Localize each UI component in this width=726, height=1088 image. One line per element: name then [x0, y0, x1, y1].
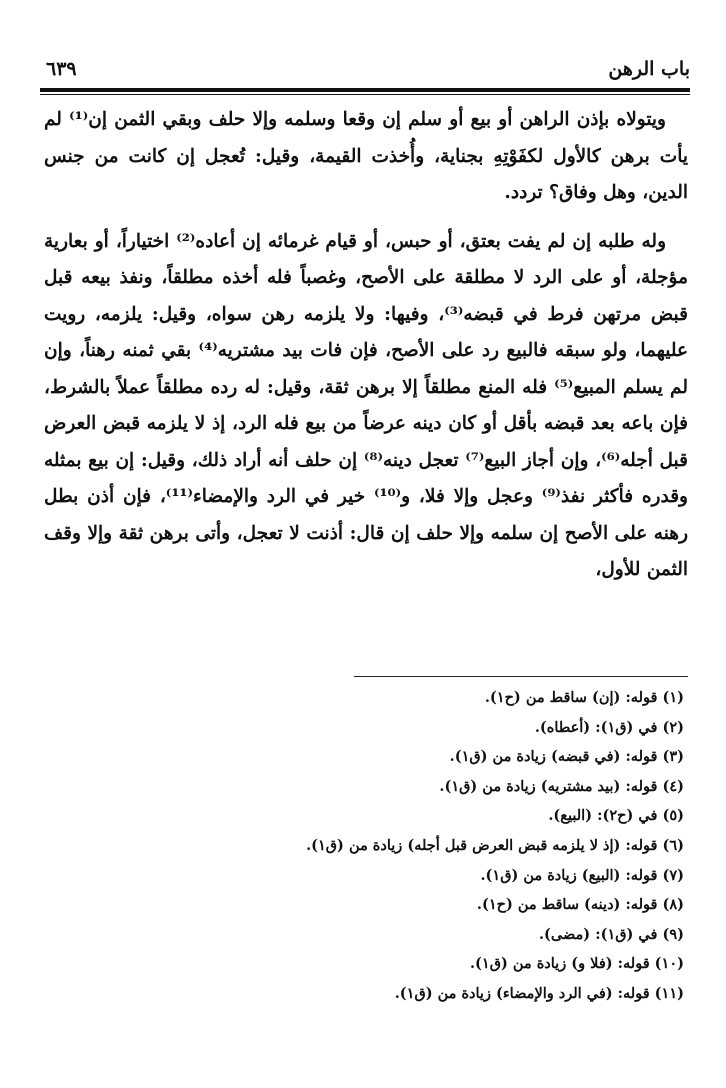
paragraph-1: ويتولاه بإذن الراهن أو بيع أو سلم إن وقعا وسلمه وإلا حلف وبقي الثمن إن⁽¹⁾ لم يأت برهن كالأول لكفَوْتِهِ بجناية، وأُخذت القيمة، وقيل: تُعجل إن كانت من جنس الدين، وهل وفاق؟ تردد. — [44, 109, 688, 203]
footnote-5: (٥) في (ح٢): (البيع). — [548, 807, 684, 825]
running-header — [40, 58, 690, 84]
footnote-9: (٩) في (ق١): (مضى). — [538, 925, 684, 943]
main-text — [44, 102, 688, 589]
chapter-title: باب الرهن — [608, 58, 690, 80]
footnote-7: (٧) قوله: (البيع) زيادة من (ق١). — [480, 866, 684, 884]
header-rule-thin — [40, 94, 690, 95]
paragraph-2: وله طلبه إن لم يفت بعتق، أو حبس، أو قيام غرمائه إن أعاده⁽²⁾ اختياراً، أو بعارية مؤجلة، أو على الرد لا مطلقة على الأصح، وغصباً فله أخذه مطلقاً، ونفذ بيعه قبل قبض مرتهن فرط في قبضه⁽³⁾، وفيها: ولا يلزمه رهن سواه، وقيل: يلزمه، رويت عليهما، ولو سبقه فالبيع رد على الأصح، فإن فات بيد مشتريه⁽⁴⁾ بقي ثمنه رهناً، وإن لم يسلم المبيع⁽⁵⁾ فله المنع مطلقاً إلا برهن ثقة، وقيل: له رده مطلقاً عملاً بالشرط، فإن باعه بعد قبضه بأقل أو كان دينه عرضاً من بيع فله الرد، إذ لا يلزمه قبض العرض قبل أجله⁽⁶⁾، وإن أجاز البيع⁽⁷⁾ تعجل دينه⁽⁸⁾ إن حلف أنه أراد ذلك، وقيل: إن بيع بمثله وقدره فأكثر نفذ⁽⁹⁾ وعجل وإلا فلا، و⁽¹⁰⁾ خير في الرد والإمضاء⁽¹¹⁾، فإن أذن بطل رهنه على الأصح إن سلمه وإلا حلف إن قال: أذنت لا تعجل، وأتى برهن ثقة وإلا وقف الثمن للأول، — [44, 230, 688, 580]
page-number: ٦٣٩ — [46, 58, 77, 80]
footnotes — [250, 683, 684, 1009]
header-rule-thick — [40, 88, 690, 92]
footnote-3: (٣) قوله: (في قبضه) زيادة من (ق١). — [449, 748, 684, 766]
footnote-8: (٨) قوله: (دينه) ساقط من (ح١). — [476, 896, 684, 914]
footnote-11: (١١) قوله: (في الرد والإمضاء) زيادة من (ق١). — [394, 984, 684, 1002]
footnote-4: (٤) قوله: (بيد مشتريه) زيادة من (ق١). — [439, 777, 684, 795]
footnote-6: (٦) قوله: (إذ لا يلزمه قبض العرض قبل أجله) زيادة من (ق١). — [306, 836, 684, 854]
footnote-10: (١٠) قوله: (فلا و) زيادة من (ق١). — [469, 955, 684, 973]
footnote-separator — [354, 676, 688, 677]
footnote-2: (٢) في (ق١): (أعطاه). — [534, 718, 684, 736]
footnote-1: (١) قوله: (إن) ساقط من (ح١). — [484, 689, 684, 706]
